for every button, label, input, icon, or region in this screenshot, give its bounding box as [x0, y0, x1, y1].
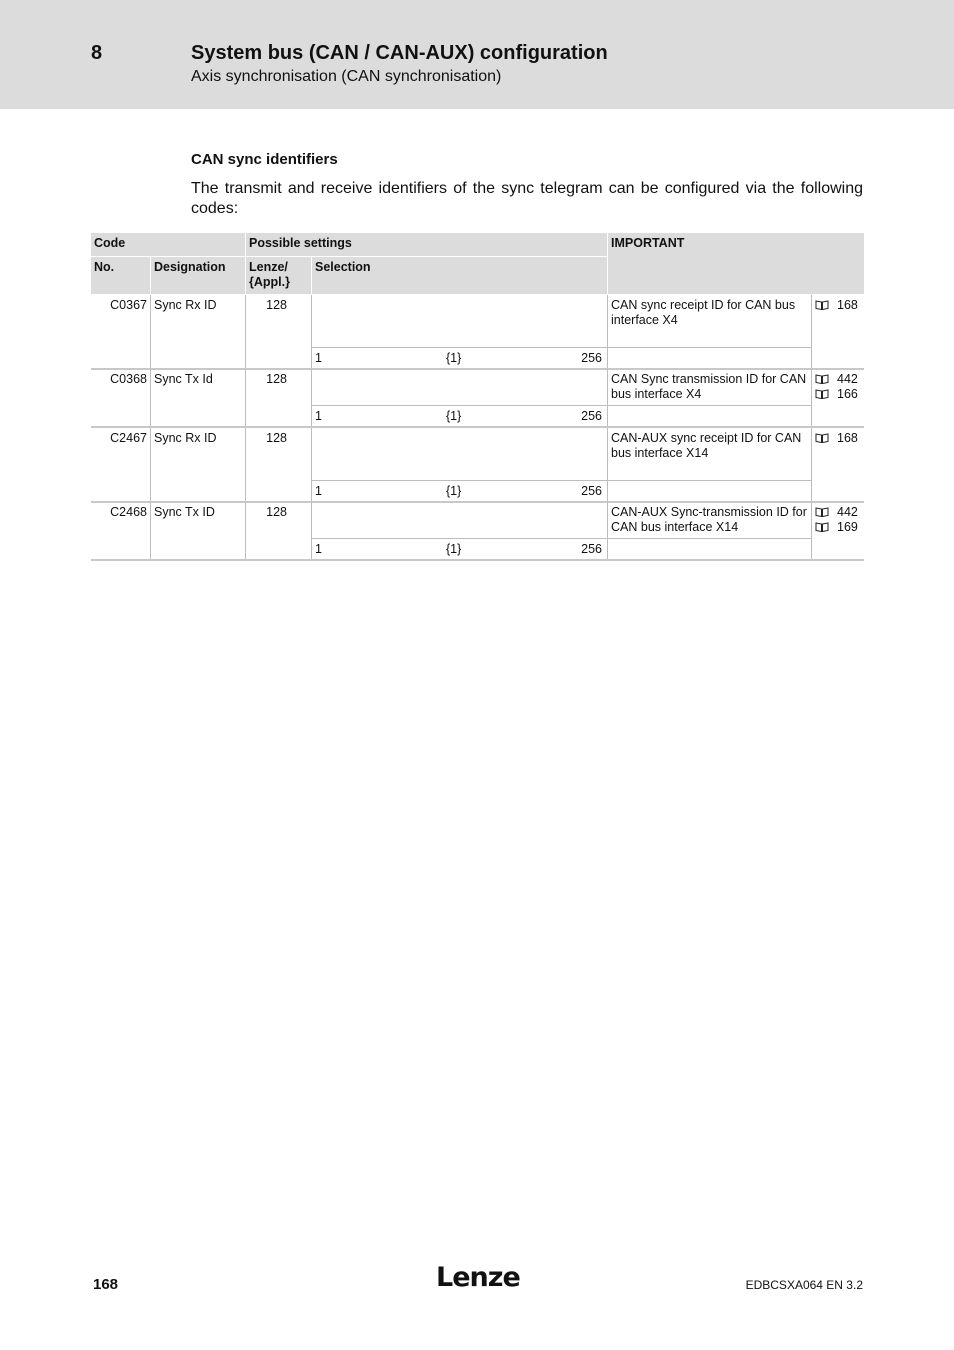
- column-divider: [811, 369, 812, 426]
- selection-step: {1}: [446, 409, 462, 423]
- code-number: C0367: [110, 298, 147, 312]
- book-icon: [815, 387, 837, 401]
- code-designation: Sync Rx ID: [154, 431, 217, 445]
- lenze-default: 128: [266, 372, 287, 386]
- selection-divider: [312, 347, 812, 348]
- selection-step: {1}: [446, 542, 462, 556]
- book-icon: [815, 298, 837, 312]
- column-divider: [150, 369, 151, 426]
- selection-max: 256: [581, 484, 602, 498]
- reference-cell: [812, 295, 864, 368]
- column-divider: [311, 295, 312, 368]
- book-icon: [815, 431, 837, 445]
- header-selection: Selection: [312, 257, 607, 294]
- book-icon: [815, 372, 837, 386]
- important-text: CAN-AUX sync receipt ID for CAN bus interface X14: [611, 431, 802, 460]
- column-divider: [150, 428, 151, 501]
- reference-page-number: 442: [837, 372, 858, 386]
- column-divider: [607, 369, 608, 426]
- code-number: C0368: [110, 372, 147, 386]
- page-reference[interactable]: [815, 387, 861, 402]
- header-possible-settings: Possible settings: [246, 233, 607, 256]
- selection-divider: [312, 405, 812, 406]
- book-icon: [815, 520, 837, 534]
- page-reference[interactable]: [815, 520, 861, 535]
- selection-divider: [312, 480, 812, 481]
- lenze-default: 128: [266, 431, 287, 445]
- selection-max: 256: [581, 351, 602, 365]
- reference-page-number: 169: [837, 520, 858, 534]
- lenze-logo: Lenze: [436, 1262, 520, 1293]
- reference-cell: [812, 502, 864, 559]
- column-divider: [607, 502, 608, 559]
- column-divider: [607, 295, 608, 368]
- column-divider: [245, 502, 246, 559]
- column-divider: [150, 295, 151, 368]
- selection-step: {1}: [446, 351, 462, 365]
- column-divider: [150, 502, 151, 559]
- column-divider: [245, 428, 246, 501]
- code-designation: Sync Tx ID: [154, 505, 215, 519]
- selection-step: {1}: [446, 484, 462, 498]
- column-divider: [811, 295, 812, 368]
- chapter-number: 8: [91, 42, 103, 64]
- page-number: 168: [93, 1276, 119, 1293]
- column-divider: [311, 428, 312, 501]
- page-reference[interactable]: [815, 372, 861, 387]
- page-reference[interactable]: [815, 298, 861, 313]
- important-text: CAN Sync transmission ID for CAN bus interface X4: [611, 372, 807, 401]
- reference-cell: [812, 428, 864, 501]
- column-divider: [245, 295, 246, 368]
- lenze-default: 128: [266, 505, 287, 519]
- selection-min: 1: [315, 351, 322, 365]
- column-divider: [811, 428, 812, 501]
- reference-page-number: 166: [837, 387, 858, 401]
- page-reference[interactable]: [815, 431, 861, 446]
- important-text: CAN sync receipt ID for CAN bus interface X4: [611, 298, 796, 327]
- book-icon: [815, 505, 837, 519]
- section-title: CAN sync identifiers: [191, 151, 338, 168]
- code-designation: Sync Rx ID: [154, 298, 217, 312]
- reference-page-number: 168: [837, 431, 858, 445]
- intro-paragraph: The transmit and receive identifiers of the sync telegram can be configured via the following codes:: [191, 180, 863, 217]
- page-reference[interactable]: [815, 505, 861, 520]
- lenze-default: 128: [266, 298, 287, 312]
- header-important: IMPORTANT: [608, 233, 864, 294]
- header-designation: Designation: [151, 257, 245, 294]
- chapter-subtitle: Axis synchronisation (CAN synchronisation): [191, 68, 502, 85]
- selection-min: 1: [315, 409, 322, 423]
- reference-page-number: 168: [837, 298, 858, 312]
- reference-cell: [812, 369, 864, 426]
- header-lenze: Lenze/ {Appl.}: [246, 257, 311, 294]
- selection-min: 1: [315, 484, 322, 498]
- important-text: CAN-AUX Sync-transmission ID for CAN bus interface X14: [611, 505, 807, 534]
- column-divider: [311, 502, 312, 559]
- selection-min: 1: [315, 542, 322, 556]
- row-separator: [91, 559, 864, 561]
- column-divider: [811, 502, 812, 559]
- reference-page-number: 442: [837, 505, 858, 519]
- document-id: EDBCSXA064 EN 3.2: [745, 1278, 863, 1292]
- selection-max: 256: [581, 409, 602, 423]
- selection-max: 256: [581, 542, 602, 556]
- header-code: Code: [91, 233, 245, 256]
- column-divider: [607, 428, 608, 501]
- column-divider: [311, 369, 312, 426]
- column-divider: [245, 369, 246, 426]
- code-number: C2468: [110, 505, 147, 519]
- chapter-title: System bus (CAN / CAN-AUX) configuration: [191, 42, 608, 64]
- code-number: C2467: [110, 431, 147, 445]
- header-no: No.: [91, 257, 150, 294]
- code-designation: Sync Tx Id: [154, 372, 213, 386]
- selection-divider: [312, 538, 812, 539]
